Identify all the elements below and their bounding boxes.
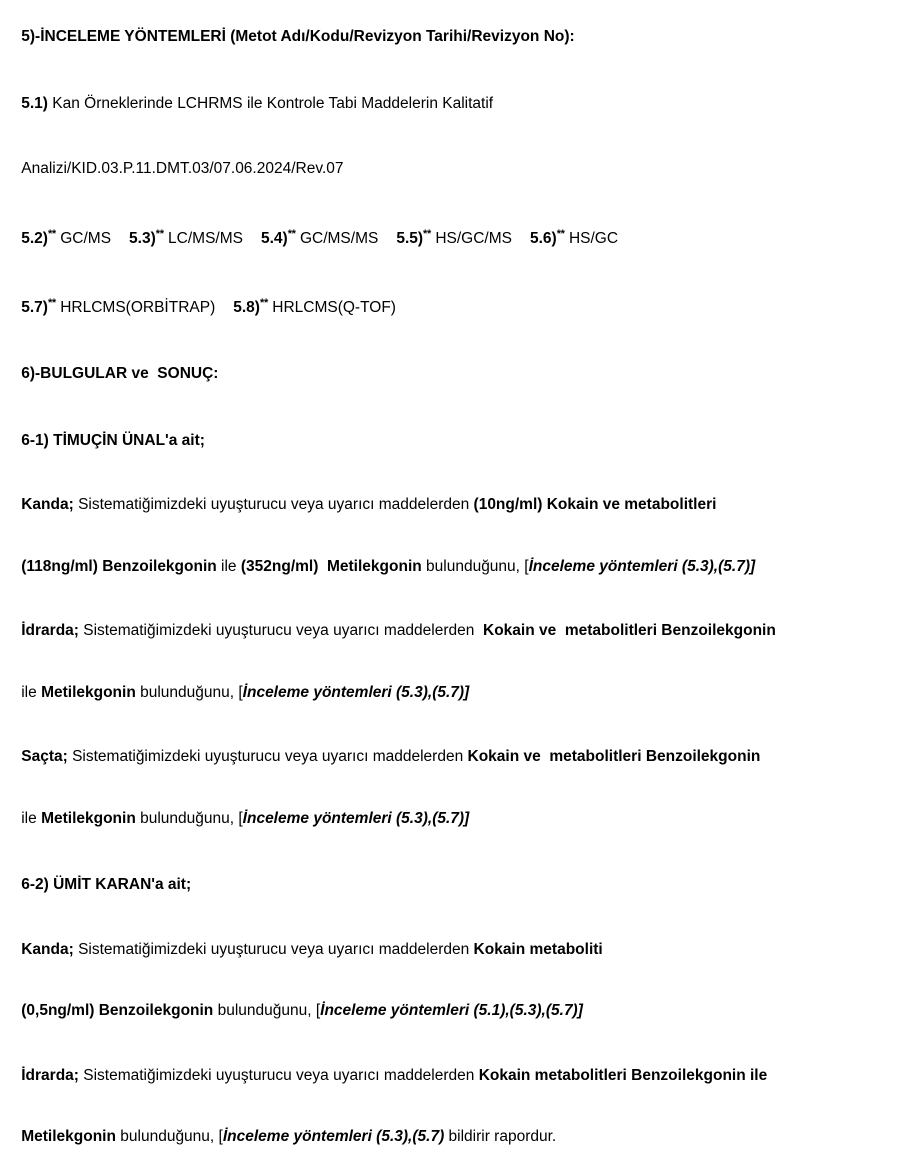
finding-6-1-idrarda-line1-bold: Kokain ve metabolitleri Benzoilekgonin [483, 622, 776, 640]
finding-6-2-idrarda-line-1 [4, 1045, 900, 1107]
finding-6-2-kanda-line2-tail: bulunduğunu, [ [213, 1002, 321, 1020]
finding-6-2-kanda-label: Kanda; [21, 940, 74, 958]
method-5-3-label: 5.3) [129, 230, 156, 248]
finding-6-2-kanda-line2-italic: İnceleme yöntemleri (5.1),(5.3),(5.7)] [320, 1002, 583, 1020]
finding-6-1-idrarda-line2-italic: İnceleme yöntemleri (5.3),(5.7)] [242, 683, 470, 701]
method-5-4-text: GC/MS/MS [295, 230, 379, 248]
method-5-1-text-line2: Analizi/KID.03.P.11.DMT.03/07.06.2024/Rev.07 [21, 159, 344, 177]
finding-6-1-idrarda-line2-tail: bulunduğunu, [ [135, 683, 243, 701]
method-5-4-superscript: ** [287, 228, 296, 240]
finding-6-1-kanda-line2-tail: bulunduğunu, [ [421, 557, 529, 575]
method-5-6-label: 5.6) [529, 230, 557, 248]
section-5-paren: (Metot Adı/Kodu/Revizyon Tarihi/Revizyon No): [230, 27, 575, 45]
method-5-7-superscript: ** [47, 296, 56, 309]
method-5-6-superscript: ** [556, 228, 565, 240]
finding-6-2-idrarda-line1-mid: Sistematiğimizdeki uyuşturucu veya uyarıcı maddelerden [78, 1066, 479, 1084]
finding-6-1-kanda-line1-mid: Sistematiğimizdeki uyuşturucu veya uyarıcı maddelerden [73, 496, 474, 514]
method-5-5-superscript: ** [423, 228, 432, 240]
finding-6-1-sacta-line1-bold: Kokain ve metabolitleri Benzoilekgonin [467, 748, 761, 766]
method-5-5-label: 5.5) [396, 230, 424, 248]
section-5-heading [4, 4, 900, 69]
finding-6-1-sacta-line2-tail: bulunduğunu, [ [135, 809, 243, 827]
method-5-2-superscript: ** [47, 228, 56, 240]
method-5-4-label: 5.4) [260, 230, 288, 248]
finding-6-1-sacta-line2-pre: ile [21, 809, 42, 827]
methods-row-2 [4, 271, 900, 340]
section-5-number: 5)- [21, 27, 41, 45]
finding-6-1-kanda-line1-bold: (10ng/ml) Kokain ve metabolitleri [473, 496, 717, 514]
finding-6-1-idrarda-line1-mid: Sistematiğimizdeki uyuşturucu veya uyarıcı maddelerden [78, 622, 483, 640]
method-5-1-label: 5.1) [21, 95, 48, 112]
finding-6-2-idrarda-label: İdrarda; [21, 1066, 79, 1084]
finding-6-1-idrarda-label: İdrarda; [21, 622, 79, 640]
finding-6-2-idrarda-line2-italic: İnceleme yöntemleri (5.3),(5.7) [222, 1128, 445, 1146]
section-5-title: İNCELEME YÖNTEMLERİ [40, 27, 231, 45]
finding-6-1-sacta-line2-italic: İnceleme yöntemleri (5.3),(5.7)] [242, 809, 470, 827]
finding-6-1-kanda-line2-bold-a: (118ng/ml) Benzoilekgonin [21, 557, 217, 575]
method-5-7-text: HRLCMS(ORBİTRAP) [55, 298, 216, 316]
methods-row-1 [4, 203, 900, 272]
finding-6-2-idrarda-line2-bold: Metilekgonin [21, 1128, 116, 1146]
method-5-5-text: HS/GC/MS [431, 230, 512, 248]
section-6-2-heading-text: 6-2) ÜMİT KARAN'a ait; [21, 876, 192, 894]
finding-6-2-kanda-line2-bold: (0,5ng/ml) Benzoilekgonin [21, 1002, 214, 1020]
method-5-1-line-2 [4, 136, 900, 201]
section-6-heading [4, 342, 900, 407]
finding-6-1-idrarda-line2-bold: Metilekgonin [41, 683, 136, 701]
method-5-8-label: 5.8) [233, 298, 260, 316]
method-5-7-label: 5.7) [21, 298, 48, 316]
finding-6-2-kanda-line-1 [4, 919, 900, 981]
method-5-8-text: HRLCMS(Q-TOF) [267, 298, 396, 316]
section-6-heading-text: 6)-BULGULAR ve SONUÇ: [21, 365, 219, 383]
method-5-6-text: HS/GC [564, 230, 619, 248]
finding-6-1-sacta-line2-bold: Metilekgonin [41, 809, 136, 827]
finding-6-2-idrarda-line2-mid: bulunduğunu, [ [115, 1128, 223, 1146]
finding-6-1-idrarda-line2-pre: ile [21, 683, 42, 701]
section-6-2-heading [4, 853, 900, 918]
finding-6-1-sacta-label: Saçta; [21, 748, 68, 766]
finding-6-2-idrarda-line-2 [4, 1107, 900, 1168]
finding-6-2-idrarda-line1-bold: Kokain metabolitleri Benzoilekgonin ile [478, 1066, 768, 1084]
finding-6-1-kanda-line2-mid: ile [216, 557, 241, 575]
finding-6-2-idrarda-line2-tail: bildirir rapordur. [444, 1128, 557, 1146]
method-5-3-superscript: ** [155, 228, 164, 240]
method-5-2-label: 5.2) [21, 230, 48, 248]
method-5-8-superscript: ** [259, 296, 268, 309]
finding-6-1-idrarda-line-1 [4, 601, 900, 663]
section-6-1-heading-text: 6-1) TİMUÇİN ÜNAL'a ait; [21, 431, 205, 449]
method-5-1-line-1 [4, 72, 900, 137]
finding-6-1-kanda-line2-bold-b: (352ng/ml) Metilekgonin [240, 557, 422, 575]
finding-6-1-kanda-label: Kanda; [21, 496, 74, 514]
finding-6-1-idrarda-line-2 [4, 662, 900, 724]
section-6-1-heading [4, 408, 900, 473]
finding-6-2-kanda-line1-mid: Sistematiğimizdeki uyuşturucu veya uyarıcı maddelerden [73, 940, 474, 958]
finding-6-1-sacta-line-2 [4, 788, 900, 850]
method-5-1-text-line1: Kan Örneklerinde LCHRMS ile Kontrole Tabi Maddelerin Kalitatif [47, 95, 494, 112]
finding-6-2-kanda-line1-bold: Kokain metaboliti [473, 940, 603, 958]
method-5-3-text: LC/MS/MS [163, 230, 243, 248]
finding-6-1-sacta-line-1 [4, 727, 900, 789]
finding-6-1-kanda-line-2 [4, 536, 900, 598]
finding-6-1-sacta-line1-mid: Sistematiğimizdeki uyuşturucu veya uyarıcı maddelerden [67, 748, 468, 766]
finding-6-1-kanda-line2-italic: İnceleme yöntemleri (5.3),(5.7)] [528, 557, 756, 575]
finding-6-2-kanda-line-2 [4, 981, 900, 1043]
method-5-2-text: GC/MS [55, 230, 112, 248]
finding-6-1-kanda-line-1 [4, 475, 900, 537]
